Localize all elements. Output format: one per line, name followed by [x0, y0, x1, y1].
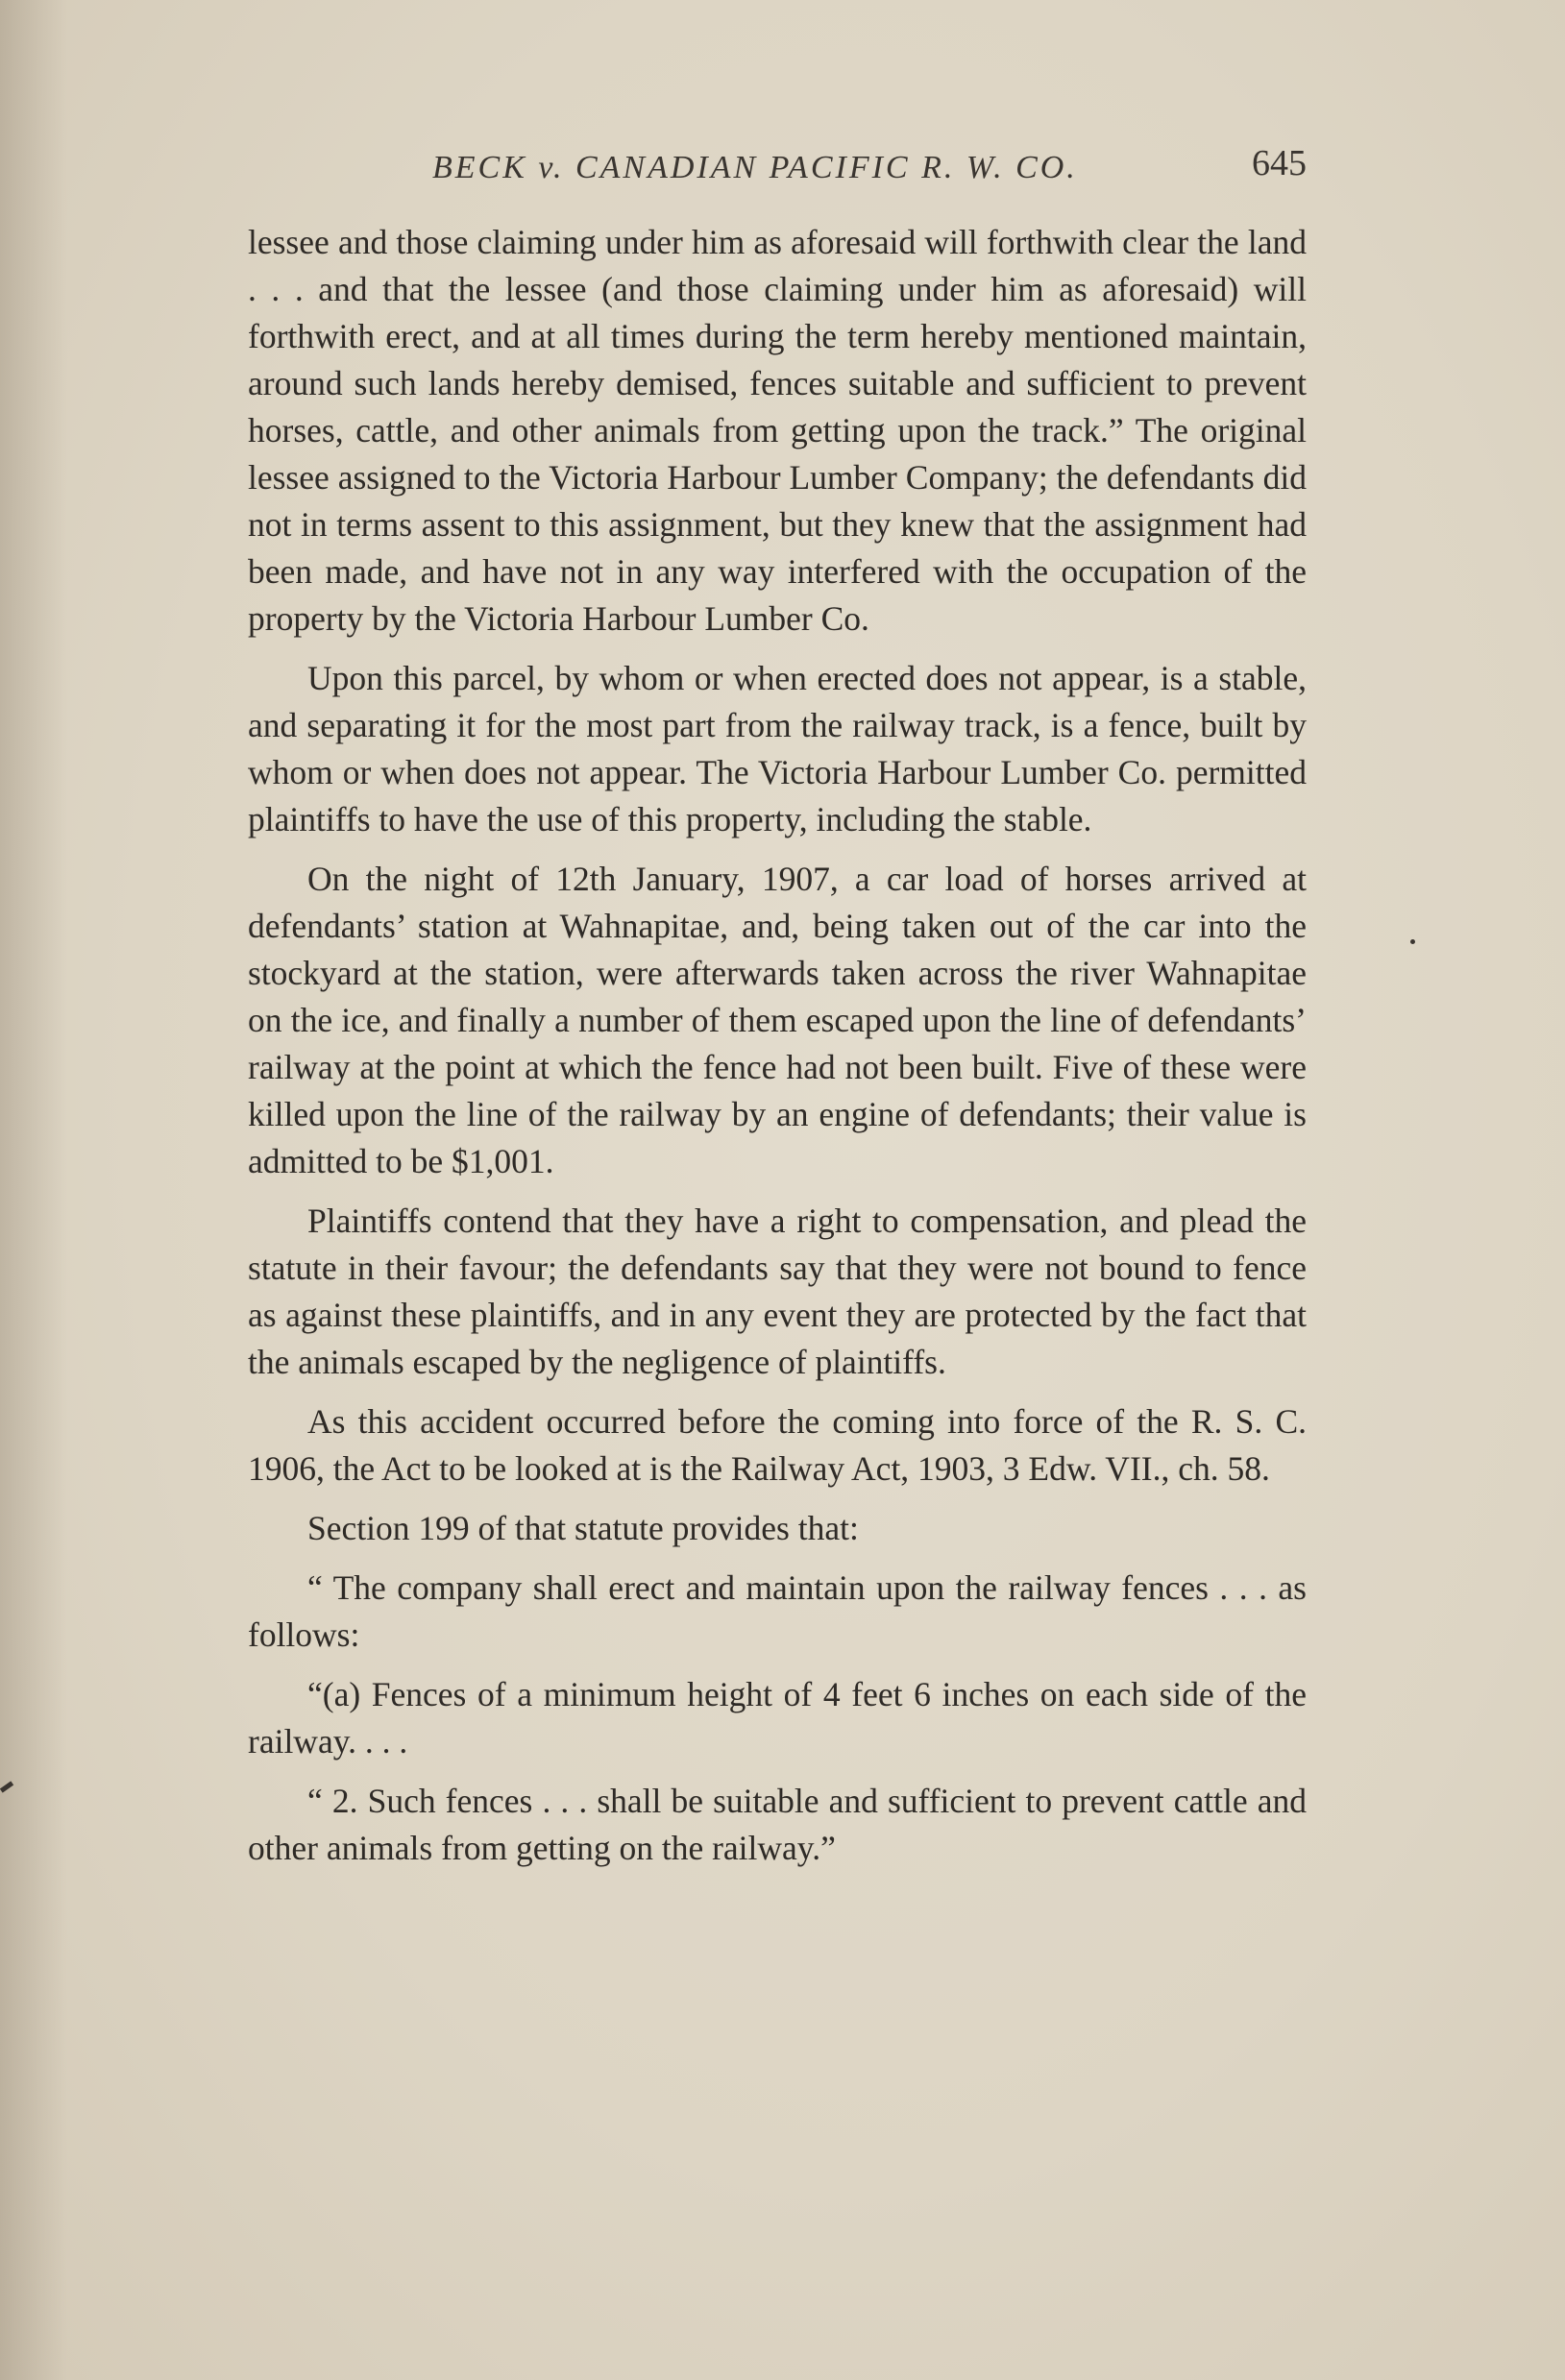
quotation-fences: “ The company shall erect and maintain upon the railway fences . . . as follows:	[248, 1568, 1307, 1654]
running-head	[250, 142, 1307, 200]
quotation-clause-2: “ 2. Such fences . . . shall be suitable and sufficient to prevent cattle and other animals from getting on the railway.”	[248, 1782, 1307, 1867]
page-number: 645	[1252, 143, 1307, 183]
paragraph-stable: Upon this parcel, by whom or when erected does not appear, is a stable, and separating it for the most part from the railway track, is a fence, built by whom or when does not appear. The Victoria Harbour Lumber Co. permitted plaintiffs to have the use of this property, including the stable.	[248, 659, 1307, 838]
body-text	[248, 219, 1307, 1872]
quotation-clause-a: “(a) Fences of a minimum height of 4 feet 6 inches on each side of the railway. . . .	[248, 1675, 1307, 1761]
paragraph-horses: On the night of 12th January, 1907, a car load of horses arrived at defendants’ station at Wahnapitae, and, being taken out of the car into the stockyard at the station, were afterwards taken across the river Wahnapitae on the ice, and finally a number of them escaped upon the line of defendants’ railway at the point at which the fence had not been built. Five of these were killed upon the line of the railway by an engine of defendants; their value is admitted to be $1,001.	[248, 860, 1307, 1180]
spine-shadow	[0, 0, 67, 2380]
margin-speck	[1410, 939, 1415, 944]
paragraph-applicable-act: As this accident occurred before the coming into force of the R. S. C. 1906, the Act to be looked at is the Railway Act, 1903, 3 Edw. VII., ch. 58.	[248, 1402, 1307, 1488]
paragraph-continued: lessee and those claiming under him as aforesaid will forthwith clear the land . . . and that the lessee (and those claiming under him as aforesaid) will forthwith erect, and at all times during the term hereby mentioned maintain, around such lands hereby demised, fences suitable and sufficient to prevent horses, cattle, and other animals from getting upon the track.” The original lessee assigned to the Victoria Harbour Lumber Company; the defendants did not in terms assent to this assignment, but they knew that the assignment had been made, and have not in any way interfered with the occupation of the property by the Victoria Harbour Lumber Co.	[248, 223, 1307, 638]
paragraph-contentions: Plaintiffs contend that they have a right to compensation, and plead the statute in their favour; the defendants say that they were not bound to fence as against these plaintiffs, and in any event they are protected by the fact that the animals escaped by the negligence of plaintiffs.	[248, 1202, 1307, 1381]
paragraph-section-199: Section 199 of that statute provides that:	[307, 1509, 859, 1547]
running-title: BECK v. CANADIAN PACIFIC R. W. CO.	[432, 150, 1078, 185]
